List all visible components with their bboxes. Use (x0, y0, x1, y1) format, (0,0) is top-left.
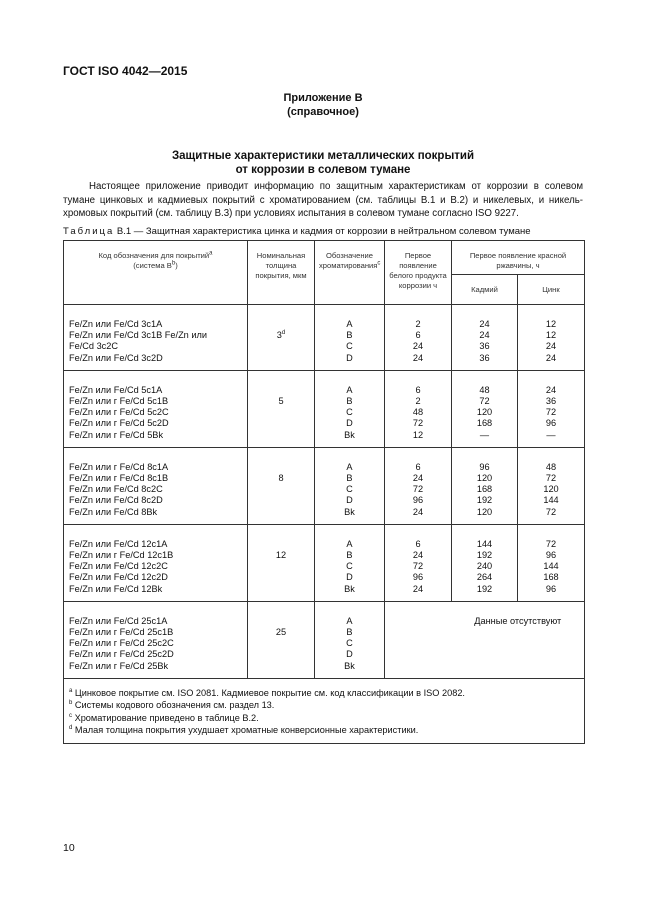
annex-title: Приложение В (283, 92, 363, 104)
cadmium-red-rust-hours: 96 (479, 461, 490, 472)
white-corrosion-hours: 24 (412, 473, 424, 484)
white-corrosion-hours: 12 (412, 429, 424, 440)
coating-codes-cell (64, 305, 248, 371)
corrosion-table (63, 240, 585, 744)
coating-codes-cell (64, 601, 248, 678)
coating-code: Fe/Zn или Fe/Cd 12c1A (69, 538, 168, 549)
coating-code: Fe/Zn или Fe/Cd 5c1A (69, 384, 163, 395)
white-corrosion-cell (385, 447, 452, 524)
footnote (69, 712, 584, 725)
chromate-cell (315, 601, 385, 678)
coating-code: Fe/Zn или Fe/Cd 8c2D (69, 495, 163, 506)
chromate-code: B (346, 473, 353, 484)
white-corrosion-hours: 72 (412, 561, 424, 572)
white-corrosion-hours: 6 (415, 384, 421, 395)
chromate-code: C (346, 638, 353, 649)
zinc-red-rust-hours: 96 (545, 418, 557, 429)
thickness-value: 12 (275, 549, 287, 560)
coating-code: Fe/Zn или Fe/Cd 12Bk (69, 583, 163, 594)
page-number: 10 (63, 842, 75, 854)
zinc-red-rust-hours: 12 (545, 330, 557, 341)
header-zinc: Цинк (518, 275, 585, 305)
white-corrosion-hours: 24 (412, 550, 424, 561)
cadmium-red-rust-hours: — (479, 429, 490, 440)
coating-code: Fe/Zn или г Fe/Cd 25c2D (69, 649, 174, 660)
table-row-group (64, 447, 585, 524)
zinc-cell (518, 370, 585, 447)
chromate-cell (315, 370, 385, 447)
chromate-code: B (346, 627, 353, 638)
header-code: Код обозначения для покрытий$^a$ (система $В^b$) (64, 241, 248, 305)
zinc-red-rust-hours: 96 (545, 583, 557, 594)
chromate-code: B (346, 550, 353, 561)
coating-codes-cell (64, 370, 248, 447)
coating-code: Fe/Zn или Fe/Cd 3c1A (69, 319, 163, 329)
white-corrosion-hours: 96 (412, 495, 424, 506)
chromate-code: A (346, 538, 353, 549)
header-cadmium: Кадмий (452, 275, 518, 305)
zinc-red-rust-hours: 72 (545, 506, 557, 517)
zinc-red-rust-hours: 12 (545, 319, 557, 329)
coating-code: Fe/Zn или г Fe/Cd 5Bk (69, 429, 164, 440)
footnote-mark: b (69, 700, 73, 707)
coating-code: Fe/Zn или Fe/Cd 12c2D (69, 572, 168, 583)
zinc-cell (518, 305, 585, 371)
chromate-code: A (346, 461, 353, 472)
title-line-1: Защитные характеристики металлических покрытий (171, 150, 475, 162)
zinc-red-rust-hours: 72 (545, 473, 557, 484)
cadmium-red-rust-hours: 24 (479, 319, 490, 329)
white-corrosion-cell (385, 370, 452, 447)
chromate-code: D (346, 495, 353, 506)
annex-kind: (справочное) (287, 106, 359, 118)
zinc-red-rust-hours: 48 (545, 461, 557, 472)
table-row-group (64, 370, 585, 447)
chromate-cell (315, 524, 385, 601)
thickness-value: 8 (278, 472, 284, 483)
cadmium-red-rust-hours: 48 (479, 384, 490, 395)
table-caption-text: В.1 — Защитная характеристика цинка и кадмия от коррозии в нейтральном солевом тумане (116, 226, 531, 237)
coating-code: Fe/Zn или г Fe/Cd 5c2C (69, 407, 169, 418)
thickness-cell (248, 370, 315, 447)
cadmium-red-rust-hours: 240 (476, 561, 493, 572)
footnote-mark: c (69, 712, 72, 719)
cadmium-red-rust-hours: 168 (476, 484, 493, 495)
white-corrosion-cell (385, 524, 452, 601)
chromate-cell (315, 305, 385, 371)
chromate-cell (315, 447, 385, 524)
coating-code: Fe/Zn или Fe/Cd 25c1A (69, 615, 168, 626)
coating-code: Fe/Cd 3c2C (69, 341, 119, 352)
intro-paragraph: Настоящее приложение приводит информацию по защитным характеристикам от коррозии в солевом тумане цинковых и кадмиевых покрытий с хроматированием (см. таблицы В.1 и В.2) и никелевых, и никель-хромовых покрытий (см. таблицу В.3) при условиях испытания в солевом тумане согласно ISO 9227. (63, 181, 583, 219)
document-header: ГОСТ ISO 4042—2015 (63, 64, 188, 78)
chromate-code: C (346, 341, 353, 352)
no-data-cell (452, 601, 585, 678)
white-corrosion-hours: 24 (412, 341, 424, 352)
section-title (0, 149, 646, 177)
white-corrosion-hours: 6 (415, 330, 421, 341)
chromate-code: C (346, 484, 353, 495)
cadmium-red-rust-hours: 120 (476, 473, 493, 484)
cadmium-cell (452, 447, 518, 524)
cadmium-red-rust-hours: 192 (476, 495, 493, 506)
coating-code: Fe/Zn или г Fe/Cd 12c1B (69, 550, 174, 561)
white-corrosion-hours: 2 (415, 319, 421, 329)
white-corrosion-hours: 24 (412, 352, 424, 363)
coating-code: Fe/Zn или Fe/Cd 3c2D (69, 352, 163, 363)
cadmium-red-rust-hours: 72 (479, 396, 490, 407)
coating-code: Fe/Zn или г Fe/Cd 25Bk (69, 660, 169, 671)
cadmium-red-rust-hours: 24 (479, 330, 490, 341)
footnote-mark: d (69, 725, 73, 732)
coating-code: Fe/Zn или г Fe/Cd 25c1B (69, 627, 174, 638)
chromate-code: D (346, 418, 353, 429)
thickness-cell (248, 305, 315, 371)
white-corrosion-hours: 48 (412, 407, 424, 418)
coating-code: Fe/Zn или г Fe/Cd 8c1A (69, 461, 169, 472)
thickness-value: 3 (276, 330, 282, 340)
table-row-group (64, 524, 585, 601)
header-white-corrosion: Первое появление белого продукта коррозии ч (385, 241, 452, 305)
thickness-value: 5 (278, 395, 284, 406)
chromate-code: D (346, 649, 353, 660)
footnote (69, 724, 584, 737)
table-caption-label: Таблица (63, 226, 115, 237)
cadmium-cell (452, 305, 518, 371)
cadmium-red-rust-hours: 264 (476, 572, 493, 583)
thickness-cell (248, 447, 315, 524)
chromate-code: Bk (344, 583, 355, 594)
no-data-text: Данные отсутствуют (474, 615, 562, 626)
thickness-footnote-mark: d (281, 329, 286, 336)
zinc-red-rust-hours: 24 (545, 352, 557, 363)
coating-code: Fe/Zn или г Fe/Cd 8c1B (69, 473, 169, 484)
white-corrosion-hours: 6 (415, 538, 421, 549)
cadmium-red-rust-hours: 36 (479, 341, 490, 352)
footnote (69, 699, 584, 712)
white-corrosion-hours: 24 (412, 506, 424, 517)
chromate-code: B (346, 330, 353, 341)
thickness-cell (248, 524, 315, 601)
coating-code: Fe/Zn или г Fe/Cd 5c1B (69, 396, 169, 407)
footnote (69, 687, 584, 700)
zinc-red-rust-hours: 96 (545, 550, 557, 561)
footnote-text: Хроматирование приведено в таблице В.2. (74, 712, 259, 723)
coating-code: Fe/Zn или Fe/Cd 8Bk (69, 506, 158, 517)
coating-code: Fe/Zn или Fe/Cd 3c1B Fe/Zn или (69, 330, 207, 341)
white-corrosion-hours: 96 (412, 572, 424, 583)
chromate-code: C (346, 561, 353, 572)
white-corrosion-hours: 72 (412, 418, 424, 429)
chromate-code: B (346, 396, 353, 407)
coating-codes-cell (64, 447, 248, 524)
cadmium-cell (452, 524, 518, 601)
footnote-text: Малая толщина покрытия ухудшает хроматные конверсионные характеристики. (74, 725, 419, 736)
cadmium-red-rust-hours: 120 (476, 407, 493, 418)
coating-code: Fe/Zn или Fe/Cd 12c2C (69, 561, 168, 572)
chromate-code: A (346, 384, 353, 395)
header-chromate: Обозначение хроматирования$^c$ (315, 241, 385, 305)
coating-code: Fe/Zn или г Fe/Cd 25c2C (69, 638, 174, 649)
white-corrosion-hours: 24 (412, 583, 424, 594)
zinc-red-rust-hours: — (546, 429, 556, 440)
coating-codes-cell (64, 524, 248, 601)
chromate-code: A (346, 319, 353, 329)
chromate-code: D (346, 572, 353, 583)
cadmium-red-rust-hours: 192 (476, 583, 493, 594)
zinc-cell (518, 447, 585, 524)
cadmium-cell (452, 370, 518, 447)
footnote-mark: a (69, 687, 73, 694)
title-line-2: от коррозии в солевом тумане (235, 164, 411, 176)
chromate-code: C (346, 407, 353, 418)
table-row-group (64, 601, 585, 678)
header-red-rust: Первое появление красной ржавчины, ч (452, 241, 585, 275)
cadmium-red-rust-hours: 36 (479, 352, 490, 363)
cadmium-red-rust-hours: 144 (476, 538, 493, 549)
chromate-code: A (346, 615, 353, 626)
white-corrosion-cell (385, 305, 452, 371)
zinc-red-rust-hours: 24 (545, 384, 557, 395)
zinc-red-rust-hours: 144 (543, 495, 559, 506)
annex-heading (0, 91, 646, 119)
cadmium-red-rust-hours: 120 (476, 506, 493, 517)
zinc-red-rust-hours: 168 (543, 572, 559, 583)
zinc-red-rust-hours: 24 (545, 341, 557, 352)
zinc-cell (518, 524, 585, 601)
footnote-text: Системы кодового обозначения см. раздел 13. (74, 700, 275, 711)
white-corrosion-hours: 6 (415, 461, 421, 472)
table-footnotes (64, 678, 585, 743)
white-corrosion-hours: 2 (415, 396, 421, 407)
thickness-cell (248, 601, 315, 678)
cadmium-red-rust-hours: 192 (476, 550, 493, 561)
chromate-code: Bk (344, 429, 355, 440)
zinc-red-rust-hours: 120 (543, 484, 559, 495)
chromate-code: Bk (344, 506, 355, 517)
chromate-code: D (346, 352, 353, 363)
zinc-red-rust-hours: 72 (545, 407, 557, 418)
table-row-group (64, 305, 585, 371)
zinc-red-rust-hours: 144 (543, 561, 559, 572)
table-caption (63, 226, 531, 237)
zinc-red-rust-hours: 72 (545, 538, 557, 549)
zinc-red-rust-hours: 36 (545, 396, 557, 407)
coating-code: Fe/Zn или Fe/Cd 8c2C (69, 484, 163, 495)
footnote-text: Цинковое покрытие см. ISO 2081. Кадмиевое покрытие см. код классификации в ISO 2082. (74, 687, 465, 698)
thickness-value: 25 (275, 626, 287, 637)
white-corrosion-hours: 72 (412, 484, 424, 495)
header-thickness: Номинальная толщина покрытия, мкм (248, 241, 315, 305)
cadmium-red-rust-hours: 168 (476, 418, 493, 429)
chromate-code: Bk (344, 660, 355, 671)
white-corrosion-cell (385, 601, 452, 678)
coating-code: Fe/Zn или г Fe/Cd 5c2D (69, 418, 169, 429)
